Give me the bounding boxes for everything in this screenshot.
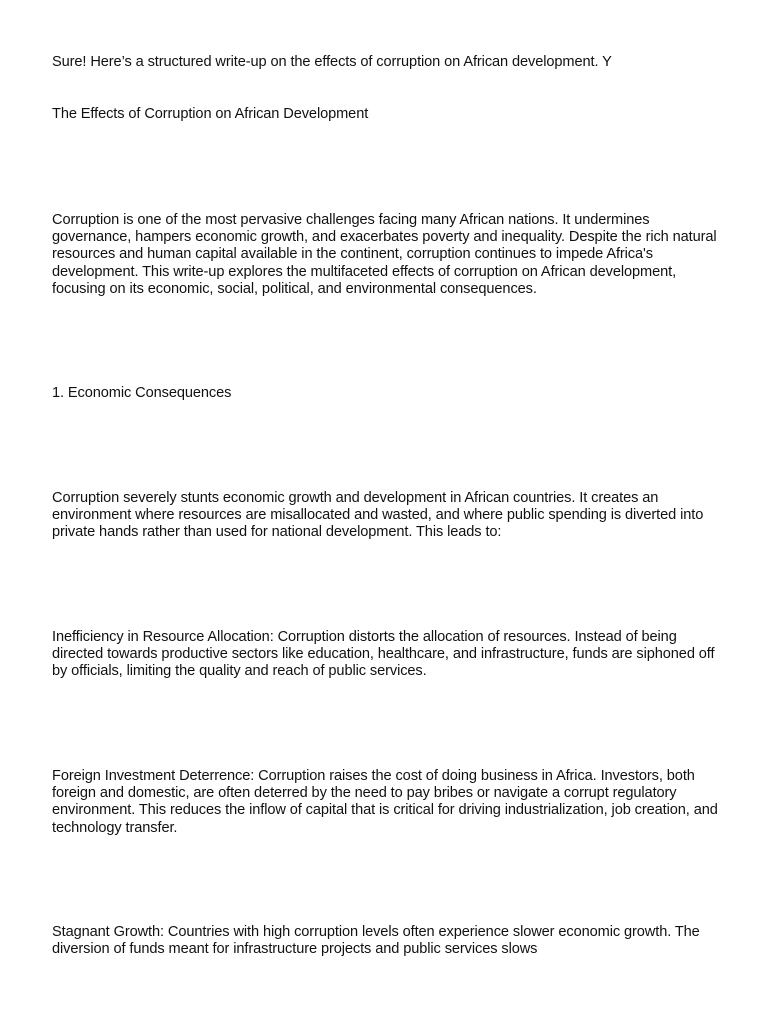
- foreign-investment-paragraph: Foreign Investment Deterrence: Corruption raises the cost of doing business in Africa. Investors, both foreign and domestic, are often deterred by the need to pay bribes or navigate a corrupt regulatory environment. This reduces the inflow of capital that is critical for driving industrialization, job creation, and technology transfer.: [52, 768, 718, 836]
- intro-line: Sure! Here’s a structured write-up on the effects of corruption on African development. Y: [52, 54, 612, 70]
- economic-overview-paragraph: Corruption severely stunts economic growth and development in African countries. It creates an environment where resources are misallocated and wasted, and where public spending is diverted into private hands rather than used for national development. This leads to:: [52, 490, 704, 541]
- intro-paragraph: Corruption is one of the most pervasive challenges facing many African nations. It undermines governance, hampers economic growth, and exacerbates poverty and inequality. Despite the rich natural resources and human capital available in the continent, corruption continues to impede Africa's development. This write-up explores the multifaceted effects of corruption on African development, focusing on its economic, social, political, and environmental consequences.: [52, 212, 717, 297]
- document-title: The Effects of Corruption on African Development: [52, 106, 369, 122]
- section-heading-economic: 1. Economic Consequences: [52, 385, 232, 401]
- stagnant-growth-paragraph: Stagnant Growth: Countries with high corruption levels often experience slower economic growth. The diversion of funds meant for infrastructure projects and public services slows: [52, 924, 700, 958]
- resource-allocation-paragraph: Inefficiency in Resource Allocation: Corruption distorts the allocation of resources. Instead of being directed towards productive sectors like education, healthcare, and infrastructure, funds are siphoned off by officials, limiting the quality and reach of public services.: [52, 629, 715, 680]
